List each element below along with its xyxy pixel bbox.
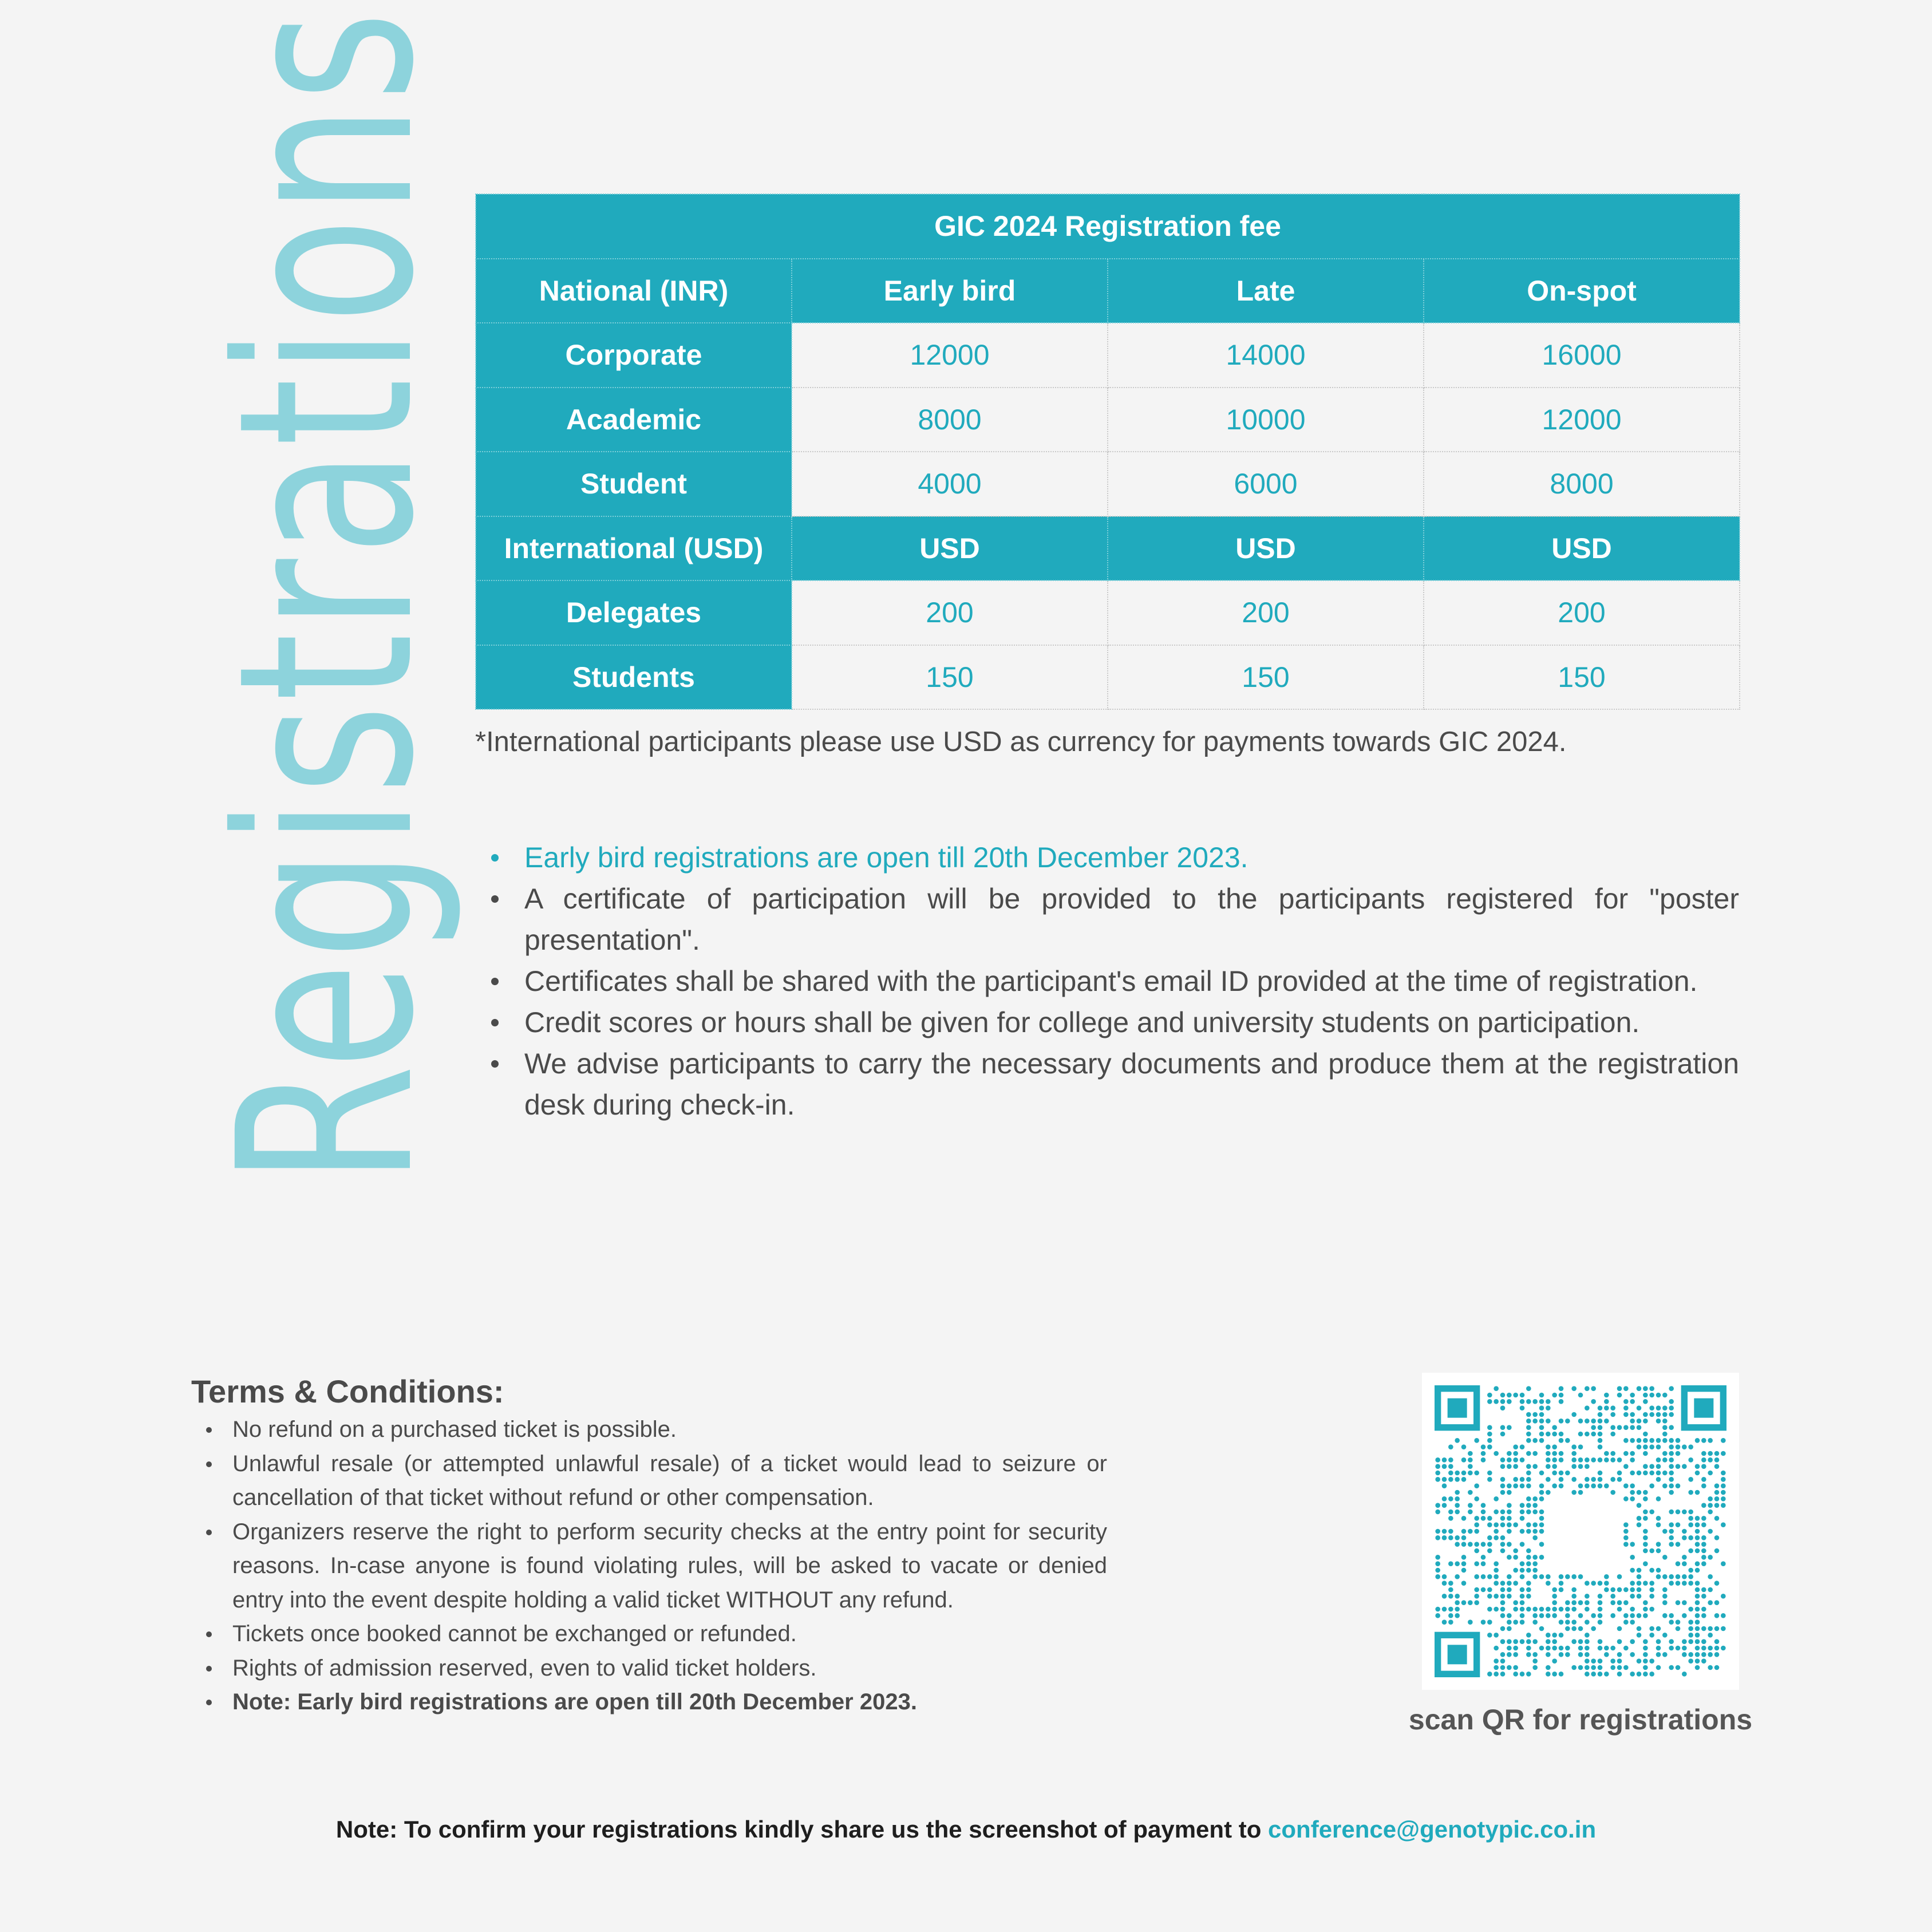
header-national: National (INR) (476, 259, 792, 323)
table-row (476, 452, 1740, 516)
row-label-student: Student (476, 452, 792, 516)
list-item: A certificate of participation will be provided to the participants registered for "poster presentation". (475, 878, 1739, 961)
terms-title: Terms & Conditions: (191, 1373, 504, 1409)
header-usd: USD (1108, 516, 1424, 581)
list-item: Rights of admission reserved, even to valid ticket holders. (191, 1652, 1107, 1686)
fee-cell: 14000 (1108, 323, 1424, 388)
payment-confirmation-note (0, 1816, 1932, 1843)
registration-qr-code[interactable] (1422, 1373, 1739, 1690)
list-item: Credit scores or hours shall be given for college and university students on participation. (475, 1002, 1739, 1043)
qr-caption: scan QR for registrations (1408, 1704, 1753, 1736)
fee-cell: 12000 (792, 323, 1108, 388)
fee-cell: 10000 (1108, 388, 1424, 452)
fee-cell: 150 (1108, 645, 1424, 710)
header-early-bird: Early bird (792, 259, 1108, 323)
row-label-academic: Academic (476, 388, 792, 452)
qr-code-icon (1422, 1373, 1739, 1690)
payment-note-text: Note: To confirm your registrations kindly share us the screenshot of payment to (335, 1816, 1269, 1843)
fee-cell: 8000 (792, 388, 1108, 452)
list-item: Note: Early bird registrations are open till 20th December 2023. (191, 1685, 1107, 1720)
fee-cell: 8000 (1424, 452, 1740, 516)
list-item: No refund on a purchased ticket is possible. (191, 1413, 1107, 1447)
table-row (476, 645, 1740, 710)
table-row (476, 388, 1740, 452)
international-header-row (476, 516, 1740, 581)
header-usd: USD (792, 516, 1108, 581)
header-usd: USD (1424, 516, 1740, 581)
fee-cell: 16000 (1424, 323, 1740, 388)
list-item: Early bird registrations are open till 20th December 2023. (475, 837, 1739, 878)
row-label-students: Students (476, 645, 792, 710)
list-item: Tickets once booked cannot be exchanged or refunded. (191, 1617, 1107, 1652)
fee-cell: 200 (792, 580, 1108, 645)
registration-fee-table (475, 193, 1740, 710)
row-label-delegates: Delegates (476, 580, 792, 645)
registration-info-list (475, 837, 1739, 1125)
fee-cell: 150 (1424, 645, 1740, 710)
fee-cell: 6000 (1108, 452, 1424, 516)
fee-cell: 200 (1108, 580, 1424, 645)
terms-list (191, 1413, 1107, 1720)
contact-email-link[interactable]: conference@genotypic.co.in (1268, 1816, 1597, 1843)
table-row (476, 580, 1740, 645)
list-item: Unlawful resale (or attempted unlawful resale) of a ticket would lead to seizure or cancellation of that ticket without refund or other compensation. (191, 1447, 1107, 1515)
fee-cell: 200 (1424, 580, 1740, 645)
fee-table-title-row (476, 194, 1740, 259)
row-label-corporate: Corporate (476, 323, 792, 388)
fee-cell: 12000 (1424, 388, 1740, 452)
list-item: Organizers reserve the right to perform security checks at the entry point for security reasons. In-case anyone is found violating rules, will be asked to vacate or denied entry into the event despite holding a valid ticket WITHOUT any refund. (191, 1515, 1107, 1618)
header-international: International (USD) (476, 516, 792, 581)
national-header-row (476, 259, 1740, 323)
list-item: Certificates shall be shared with the participant's email ID provided at the time of registration. (475, 961, 1739, 1002)
usd-footnote: *International participants please use USD as currency for payments towards GIC 2024. (475, 726, 1567, 757)
fee-table-title: GIC 2024 Registration fee (476, 194, 1740, 259)
registrations-vertical-title: Registrations (187, 8, 467, 1185)
fee-cell: 4000 (792, 452, 1108, 516)
header-on-spot: On-spot (1424, 259, 1740, 323)
table-row (476, 323, 1740, 388)
fee-cell: 150 (792, 645, 1108, 710)
header-late: Late (1108, 259, 1424, 323)
list-item: We advise participants to carry the necessary documents and produce them at the registration desk during check-in. (475, 1043, 1739, 1125)
